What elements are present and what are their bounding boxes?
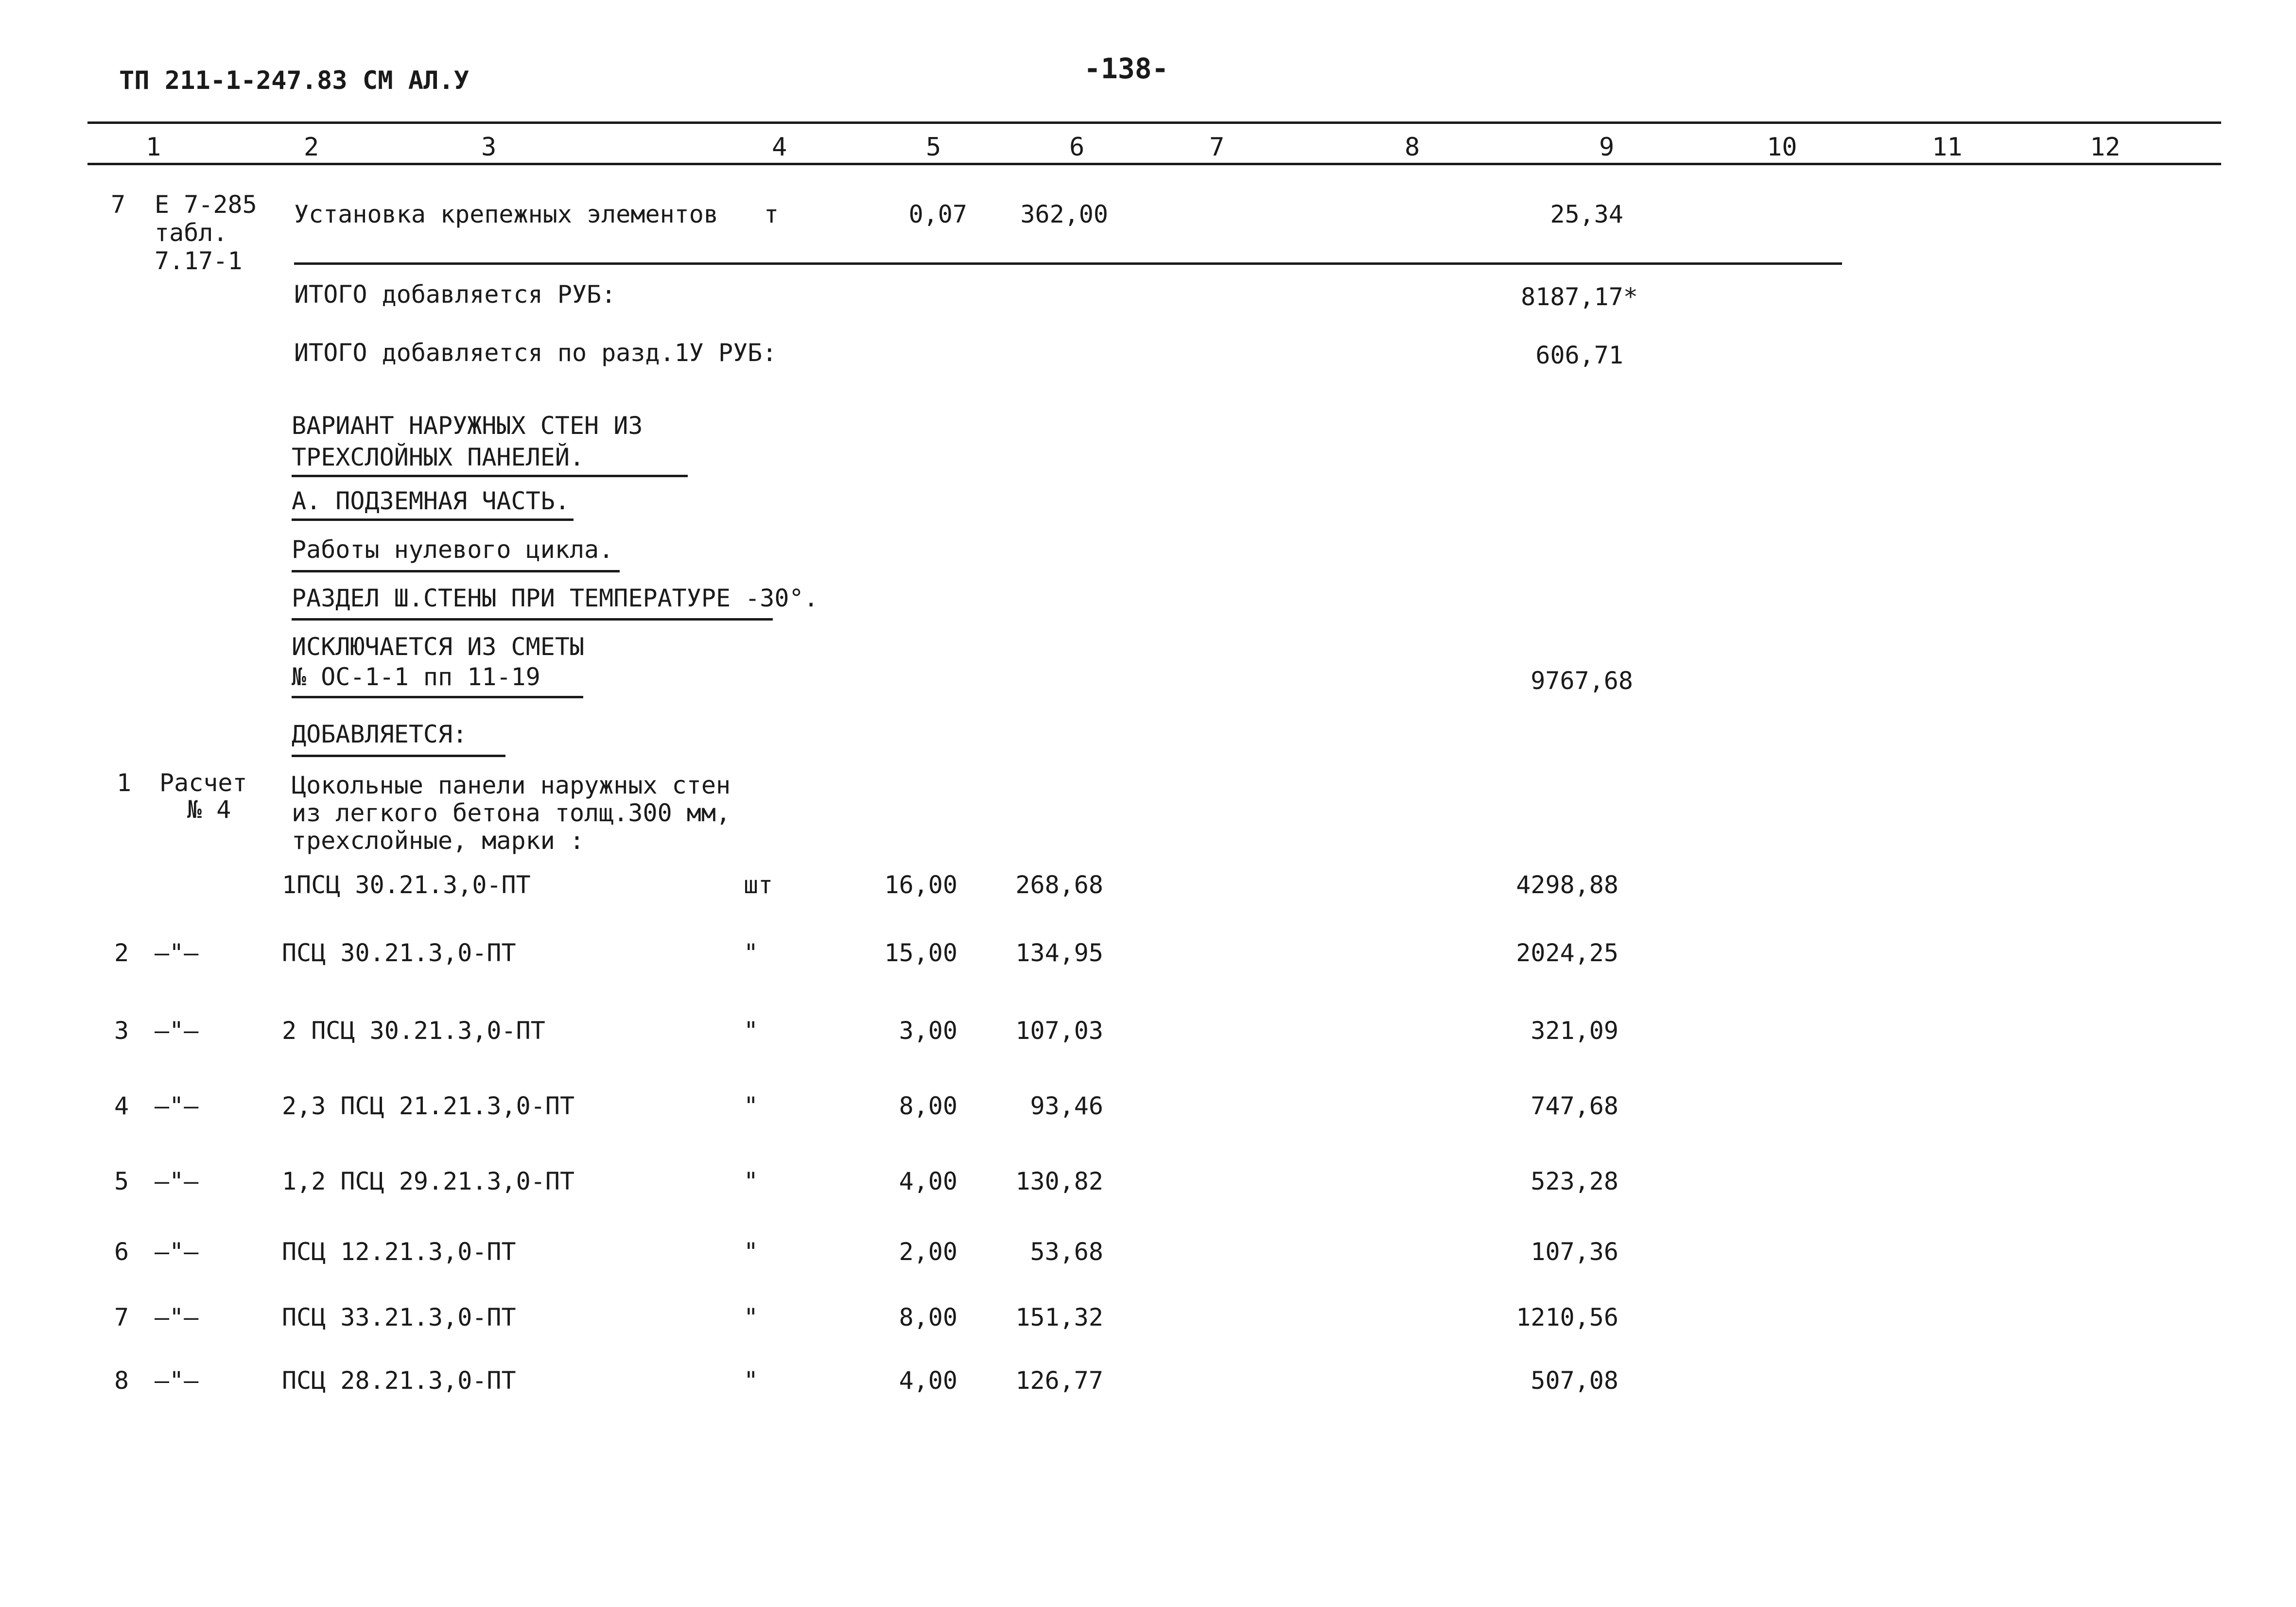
item-code: —"—	[155, 1366, 199, 1395]
item-quantity: 8,00	[899, 1092, 957, 1120]
item-number: 8	[114, 1366, 129, 1395]
page-number: -138-	[1084, 52, 1169, 85]
panel-mark: ПСЦ 33.21.3,0-ПТ	[282, 1303, 516, 1331]
panel-mark: ПСЦ 28.21.3,0-ПТ	[282, 1366, 516, 1395]
panel-mark: 1ПСЦ 30.21.3,0-ПТ	[282, 871, 531, 899]
item-code: —"—	[155, 1238, 199, 1266]
column-number: 4	[772, 133, 787, 162]
document-code: ТП 211-1-247.83 СМ АЛ.У	[119, 66, 470, 95]
item-quantity: 4,00	[899, 1167, 957, 1195]
excluded-underline	[292, 696, 583, 698]
item-total: 523,28	[1531, 1167, 1618, 1195]
item-unit-price: 151,32	[1015, 1303, 1103, 1331]
column-number: 9	[1599, 133, 1615, 162]
works-underline	[292, 570, 620, 572]
item-unit-price: 134,95	[1015, 939, 1103, 967]
norm-code-table: табл.	[155, 219, 228, 247]
item-unit: "	[744, 1238, 759, 1266]
item-unit: "	[744, 1092, 759, 1120]
column-number: 5	[926, 133, 941, 162]
calc-description-line2: из легкого бетона толщ.300 мм,	[292, 799, 731, 827]
item-unit: "	[744, 1303, 759, 1331]
panel-mark: 2 ПСЦ 30.21.3,0-ПТ	[282, 1017, 545, 1045]
subtotal-value: 8187,17*	[1521, 283, 1638, 311]
section-underline	[292, 618, 773, 621]
item-total: 507,08	[1531, 1366, 1618, 1395]
item-number: 2	[114, 939, 129, 967]
item-unit-price: 93,46	[1030, 1092, 1103, 1120]
item-total: 321,09	[1531, 1017, 1618, 1045]
item-number: 7	[114, 1303, 129, 1331]
item-code: —"—	[155, 1092, 199, 1120]
excluded-heading-line2: № ОС-1-1 пп 11-19	[292, 663, 540, 691]
excluded-heading-line1: ИСКЛЮЧАЕТСЯ ИЗ СМЕТЫ	[292, 633, 585, 661]
calc-row-number: 1	[117, 769, 132, 797]
excluded-value: 9767,68	[1531, 667, 1633, 695]
row-number: 7	[111, 190, 126, 219]
item-number: 5	[114, 1167, 129, 1195]
panel-mark: ПСЦ 12.21.3,0-ПТ	[282, 1238, 516, 1266]
work-description: Установка крепежных элементов	[294, 200, 718, 228]
quantity: 0,07	[908, 200, 967, 228]
column-number: 11	[1932, 133, 1963, 162]
item-quantity: 16,00	[884, 871, 957, 899]
item-code: —"—	[155, 1017, 199, 1045]
unit-price: 362,00	[1020, 200, 1108, 228]
column-number: 7	[1209, 133, 1225, 162]
item-quantity: 3,00	[899, 1017, 957, 1045]
item-code: —"—	[155, 939, 199, 967]
norm-code: Е 7-285	[155, 190, 257, 219]
column-number: 12	[2090, 133, 2121, 162]
variant-heading-underline	[292, 475, 688, 477]
item-quantity: 2,00	[899, 1238, 957, 1266]
calc-code-line1: Расчет	[159, 769, 247, 797]
part-a-underline	[292, 518, 574, 521]
panel-mark: 2,3 ПСЦ 21.21.3,0-ПТ	[282, 1092, 575, 1120]
variant-heading-line1: ВАРИАНТ НАРУЖНЫХ СТЕН ИЗ	[292, 412, 643, 440]
column-number: 3	[481, 133, 497, 162]
item-number: 4	[114, 1092, 129, 1120]
item-total: 1210,56	[1516, 1303, 1618, 1331]
item-code: —"—	[155, 1167, 199, 1195]
subtotal-label: ИТОГО добавляется РУБ:	[294, 280, 616, 309]
column-number: 2	[304, 133, 319, 162]
works-heading: Работы нулевого цикла.	[292, 536, 614, 564]
item-quantity: 4,00	[899, 1366, 957, 1395]
item-total: 747,68	[1531, 1092, 1618, 1120]
item-unit-price: 53,68	[1030, 1238, 1103, 1266]
section-heading: РАЗДЕЛ Ш.СТЕНЫ ПРИ ТЕМПЕРАТУРЕ -30°.	[292, 584, 818, 612]
added-heading: ДОБАВЛЯЕТСЯ:	[292, 720, 468, 748]
norm-code-table-number: 7.17-1	[155, 247, 243, 275]
item-unit-price: 268,68	[1015, 871, 1103, 899]
calc-code-line2: № 4	[187, 795, 231, 824]
item-unit: шт	[744, 871, 773, 899]
item-number: 6	[114, 1238, 129, 1266]
item-total: 2024,25	[1516, 939, 1618, 967]
column-number: 6	[1069, 133, 1085, 162]
variant-heading-line2: ТРЕХСЛОЙНЫХ ПАНЕЛЕЙ.	[292, 443, 585, 471]
item-unit: "	[744, 1017, 759, 1045]
item-quantity: 8,00	[899, 1303, 957, 1331]
part-a-heading: А. ПОДЗЕМНАЯ ЧАСТЬ.	[292, 487, 570, 515]
item-unit-price: 126,77	[1015, 1366, 1103, 1395]
item-code: —"—	[155, 1303, 199, 1331]
column-number: 1	[146, 133, 161, 162]
unit: т	[764, 200, 779, 228]
column-number: 8	[1405, 133, 1420, 162]
section-total-value: 606,71	[1535, 341, 1623, 369]
item-unit-price: 130,82	[1015, 1167, 1103, 1195]
item-quantity: 15,00	[884, 939, 957, 967]
item-number: 3	[114, 1017, 129, 1045]
calc-description-line3: трехслойные, марки :	[292, 827, 585, 855]
item-total: 4298,88	[1516, 871, 1618, 899]
calc-description-line1: Цокольные панели наружных стен	[292, 771, 731, 799]
section-total-label: ИТОГО добавляется по разд.1У РУБ:	[294, 339, 777, 367]
item-unit-price: 107,03	[1015, 1017, 1103, 1045]
table-header-rule	[87, 163, 2221, 165]
column-number: 10	[1767, 133, 1797, 162]
added-underline	[292, 755, 505, 757]
item-unit: "	[744, 1366, 759, 1395]
item-unit: "	[744, 939, 759, 967]
table-top-rule	[87, 121, 2221, 124]
panel-mark: ПСЦ 30.21.3,0-ПТ	[282, 939, 516, 967]
item-total: 107,36	[1531, 1238, 1618, 1266]
panel-mark: 1,2 ПСЦ 29.21.3,0-ПТ	[282, 1167, 575, 1195]
total-cost: 25,34	[1550, 200, 1623, 228]
subtotal-rule	[294, 262, 1842, 265]
item-unit: "	[744, 1167, 759, 1195]
